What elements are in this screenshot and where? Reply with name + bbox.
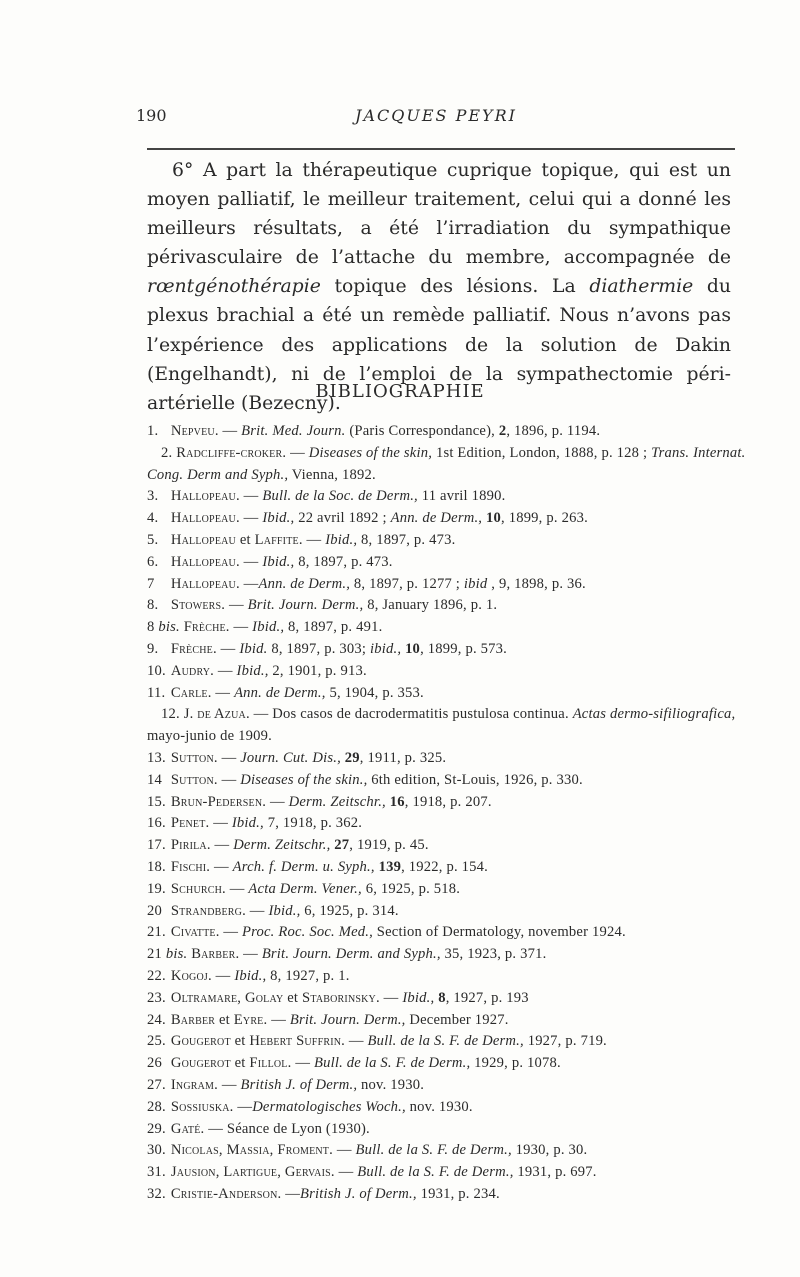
header-rule	[147, 148, 735, 150]
reference-20: 20 Strandberg. — Ibid., 6, 1925, p. 314.	[147, 902, 399, 919]
running-head	[136, 100, 736, 130]
reference-9: 9. Frèche. — Ibid. 8, 1897, p. 303; ibid., 10, 1899, p. 573.	[147, 640, 507, 657]
reference-8: 8. Stowers. — Brit. Journ. Derm., 8, January 1896, p. 1.	[147, 597, 498, 614]
reference-15: 15. Brun-Pedersen. — Derm. Zeitschr., 16, 1918, p. 207.	[147, 793, 492, 810]
section-heading: BIBLIOGRAPHIE	[315, 381, 485, 402]
reference-10: 10. Audry. — Ibid., 2, 1901, p. 913.	[147, 662, 367, 679]
reference-31: 31. Jausion, Lartigue, Gervais. — Bull. de la S. F. de Derm., 1931, p. 697.	[147, 1164, 597, 1181]
reference-6: 6. Hallopeau. — Ibid., 8, 1897, p. 473.	[147, 553, 393, 570]
reference-32: 32. Cristie-Anderson. —British J. of Derm., 1931, p. 234.	[147, 1185, 500, 1202]
reference-7: 7 Hallopeau. —Ann. de Derm., 8, 1897, p. 1277 ; ibid , 9, 1898, p. 36.	[147, 575, 586, 592]
reference-17: 17. Pirila. — Derm. Zeitschr., 27, 1919, p. 45.	[147, 837, 429, 854]
reference-1: 1. Nepveu. — Brit. Med. Journ. (Paris Correspondance), 2, 1896, p. 1194.	[147, 423, 601, 439]
reference-29: 29. Gaté. — Séance de Lyon (1930).	[147, 1120, 370, 1137]
reference-13: 13. Sutton. — Journ. Cut. Dis., 29, 1911, p. 325.	[147, 749, 447, 766]
reference-21: 21. Civatte. — Proc. Roc. Soc. Med., Section of Dermatology, november 1924.	[147, 924, 626, 941]
reference-4: 4. Hallopeau. — Ibid., 22 avril 1892 ; Ann. de Derm., 10, 1899, p. 263.	[147, 510, 588, 527]
page-number: 190	[136, 106, 167, 125]
reference-18: 18. Fischi. — Arch. f. Derm. u. Syph., 139, 1922, p. 154.	[147, 858, 488, 875]
reference-3: 3. Hallopeau. — Bull. de la Soc. de Derm., 11 avril 1890.	[147, 488, 506, 505]
reference-8-bis: 8 bis. Frèche. — Ibid., 8, 1897, p. 491.	[147, 619, 383, 636]
italic-term: diathermie	[589, 276, 694, 298]
reference-28: 28. Sossiuska. —Dermatologisches Woch., nov. 1930.	[147, 1098, 473, 1115]
body-text	[147, 156, 731, 418]
italic-term: rœntgénothérapie	[147, 276, 321, 298]
reference-21-bis: 21 bis. Barber. — Brit. Journ. Derm. and Syph., 35, 1923, p. 371.	[147, 946, 547, 963]
reference-25: 25. Gougerot et Hebert Suffrin. — Bull. de la S. F. de Derm., 1927, p. 719.	[147, 1033, 607, 1050]
reference-24: 24. Barber et Eyre. — Brit. Journ. Derm., December 1927.	[147, 1011, 509, 1028]
reference-30: 30. Nicolas, Massia, Froment. — Bull. de la S. F. de Derm., 1930, p. 30.	[147, 1142, 588, 1159]
reference-12: 12. J. de Azua. — Dos casos de dacrodermatitis pustulosa continua. Actas dermo-sifiliografica, mayo-junio de 1909.	[147, 706, 736, 745]
reference-11: 11. Carle. — Ann. de Derm., 5, 1904, p. 353.	[147, 684, 424, 701]
bibliography-list	[147, 421, 747, 1206]
reference-22: 22. Kogoj. — Ibid., 8, 1927, p. 1.	[147, 967, 350, 984]
reference-27: 27. Ingram. — British J. of Derm., nov. 1930.	[147, 1076, 425, 1093]
reference-2: 2. Radcliffe-croker. — Diseases of the skin, 1st Edition, London, 1888, p. 128 ; Trans. Internat. Cong. Derm and Syph., Vienna, 1892.	[147, 444, 746, 483]
reference-16: 16. Penet. — Ibid., 7, 1918, p. 362.	[147, 815, 363, 832]
reference-19: 19. Schurch. — Acta Derm. Vener., 6, 1925, p. 518.	[147, 880, 461, 897]
body-paragraph: 6° A part la thérapeutique cuprique topique, qui est un moyen palliatif, le meilleur traitement, celui qui a donné les meilleurs résultats, a été l’irradiation du sympathique périvasculaire de l’attache du membre, accompagnée de rœntgénothérapie topique des lésions. La diathermie du plexus brachial a été un remède palliatif. Nous n’avons pas l’expérience des applications de la solution de Dakin (Engelhandt), ni de l’emploi de la sympathectomie péri-artérielle (Bezecny).	[147, 160, 731, 414]
reference-5: 5. Hallopeau et Laffite. — Ibid., 8, 1897, p. 473.	[147, 531, 456, 548]
reference-26: 26 Gougerot et Fillol. — Bull. de la S. F. de Derm., 1929, p. 1078.	[147, 1055, 561, 1072]
reference-23: 23. Oltramare, Golay et Staborinsky. — Ibid., 8, 1927, p. 193	[147, 989, 529, 1006]
reference-14: 14 Sutton. — Diseases of the skin., 6th edition, St-Louis, 1926, p. 330.	[147, 771, 583, 788]
running-title: JACQUES PEYRI	[355, 106, 517, 125]
